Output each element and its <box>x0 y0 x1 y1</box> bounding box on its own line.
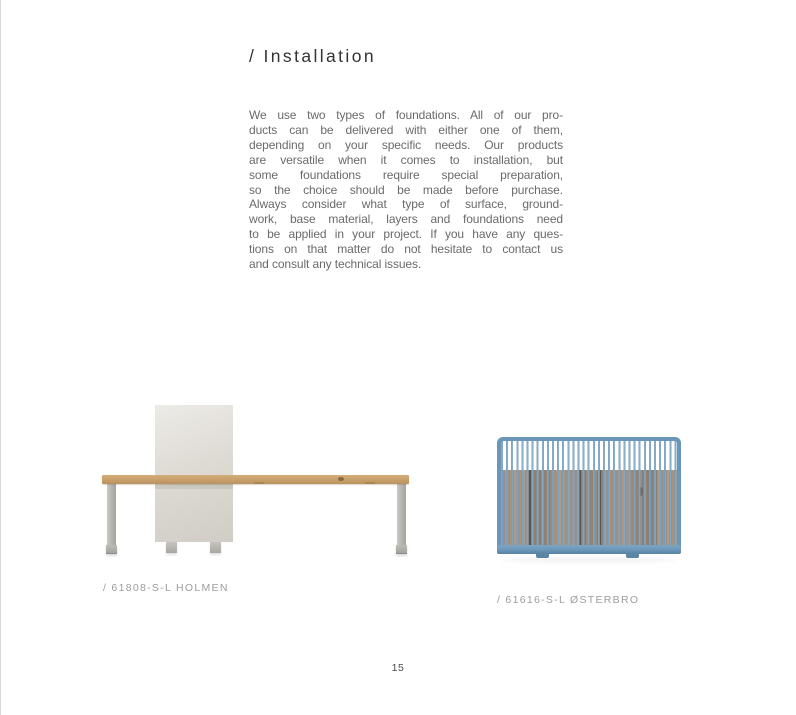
bench-leg-left <box>107 484 116 545</box>
page-left-edge <box>0 0 1 715</box>
bench-leg-right <box>397 484 406 545</box>
bench-leg-foot-right <box>396 545 407 554</box>
paragraph-line: tions on that matter do not hesitate to contact us <box>249 242 563 257</box>
paragraph-line: to be applied in your project. If you have any ques- <box>249 227 563 242</box>
paragraph-line: so the choice should be made before purchase. <box>249 182 563 197</box>
fence-frame <box>497 437 681 547</box>
bench-panel-foot-left <box>166 542 177 553</box>
product-label-holmen: / 61808-S-L HOLMEN <box>103 582 229 594</box>
seat-board-gap <box>365 482 375 484</box>
paragraph-line: are versatile when it comes to installation, but <box>249 152 563 167</box>
bench-back-panel <box>155 405 233 542</box>
paragraph-line: depending on your specific needs. Our products <box>249 137 563 152</box>
fence-ground-shadow <box>501 558 677 562</box>
page-number: 15 <box>391 662 405 674</box>
fence-bottom-rail <box>497 545 681 554</box>
wood-knot <box>338 477 344 481</box>
intro-paragraph <box>249 108 563 272</box>
bench-seat-shadow <box>155 484 233 489</box>
paragraph-line: and consult any technical issues. <box>249 257 422 272</box>
bench-seat-plank <box>102 475 409 484</box>
fence-illustration-osterbro <box>497 437 681 563</box>
paragraph-line: We use two types of foundations. All of our pro- <box>249 108 563 122</box>
page-title: / Installation <box>249 46 376 66</box>
bench-leg-foot-left <box>106 545 117 554</box>
paragraph-line: some foundations require special preparation, <box>249 167 563 182</box>
bench-illustration-holmen <box>95 400 425 560</box>
paragraph-line: Always consider what type of surface, ground- <box>249 197 563 212</box>
product-label-osterbro: / 61616-S-L ØSTERBRO <box>497 594 640 606</box>
bench-panel-foot-right <box>210 542 221 553</box>
paragraph-line: work, base material, layers and foundations need <box>249 212 563 227</box>
seat-board-gap <box>254 482 264 484</box>
paragraph-line: ducts can be delivered with either one of them, <box>249 122 563 137</box>
